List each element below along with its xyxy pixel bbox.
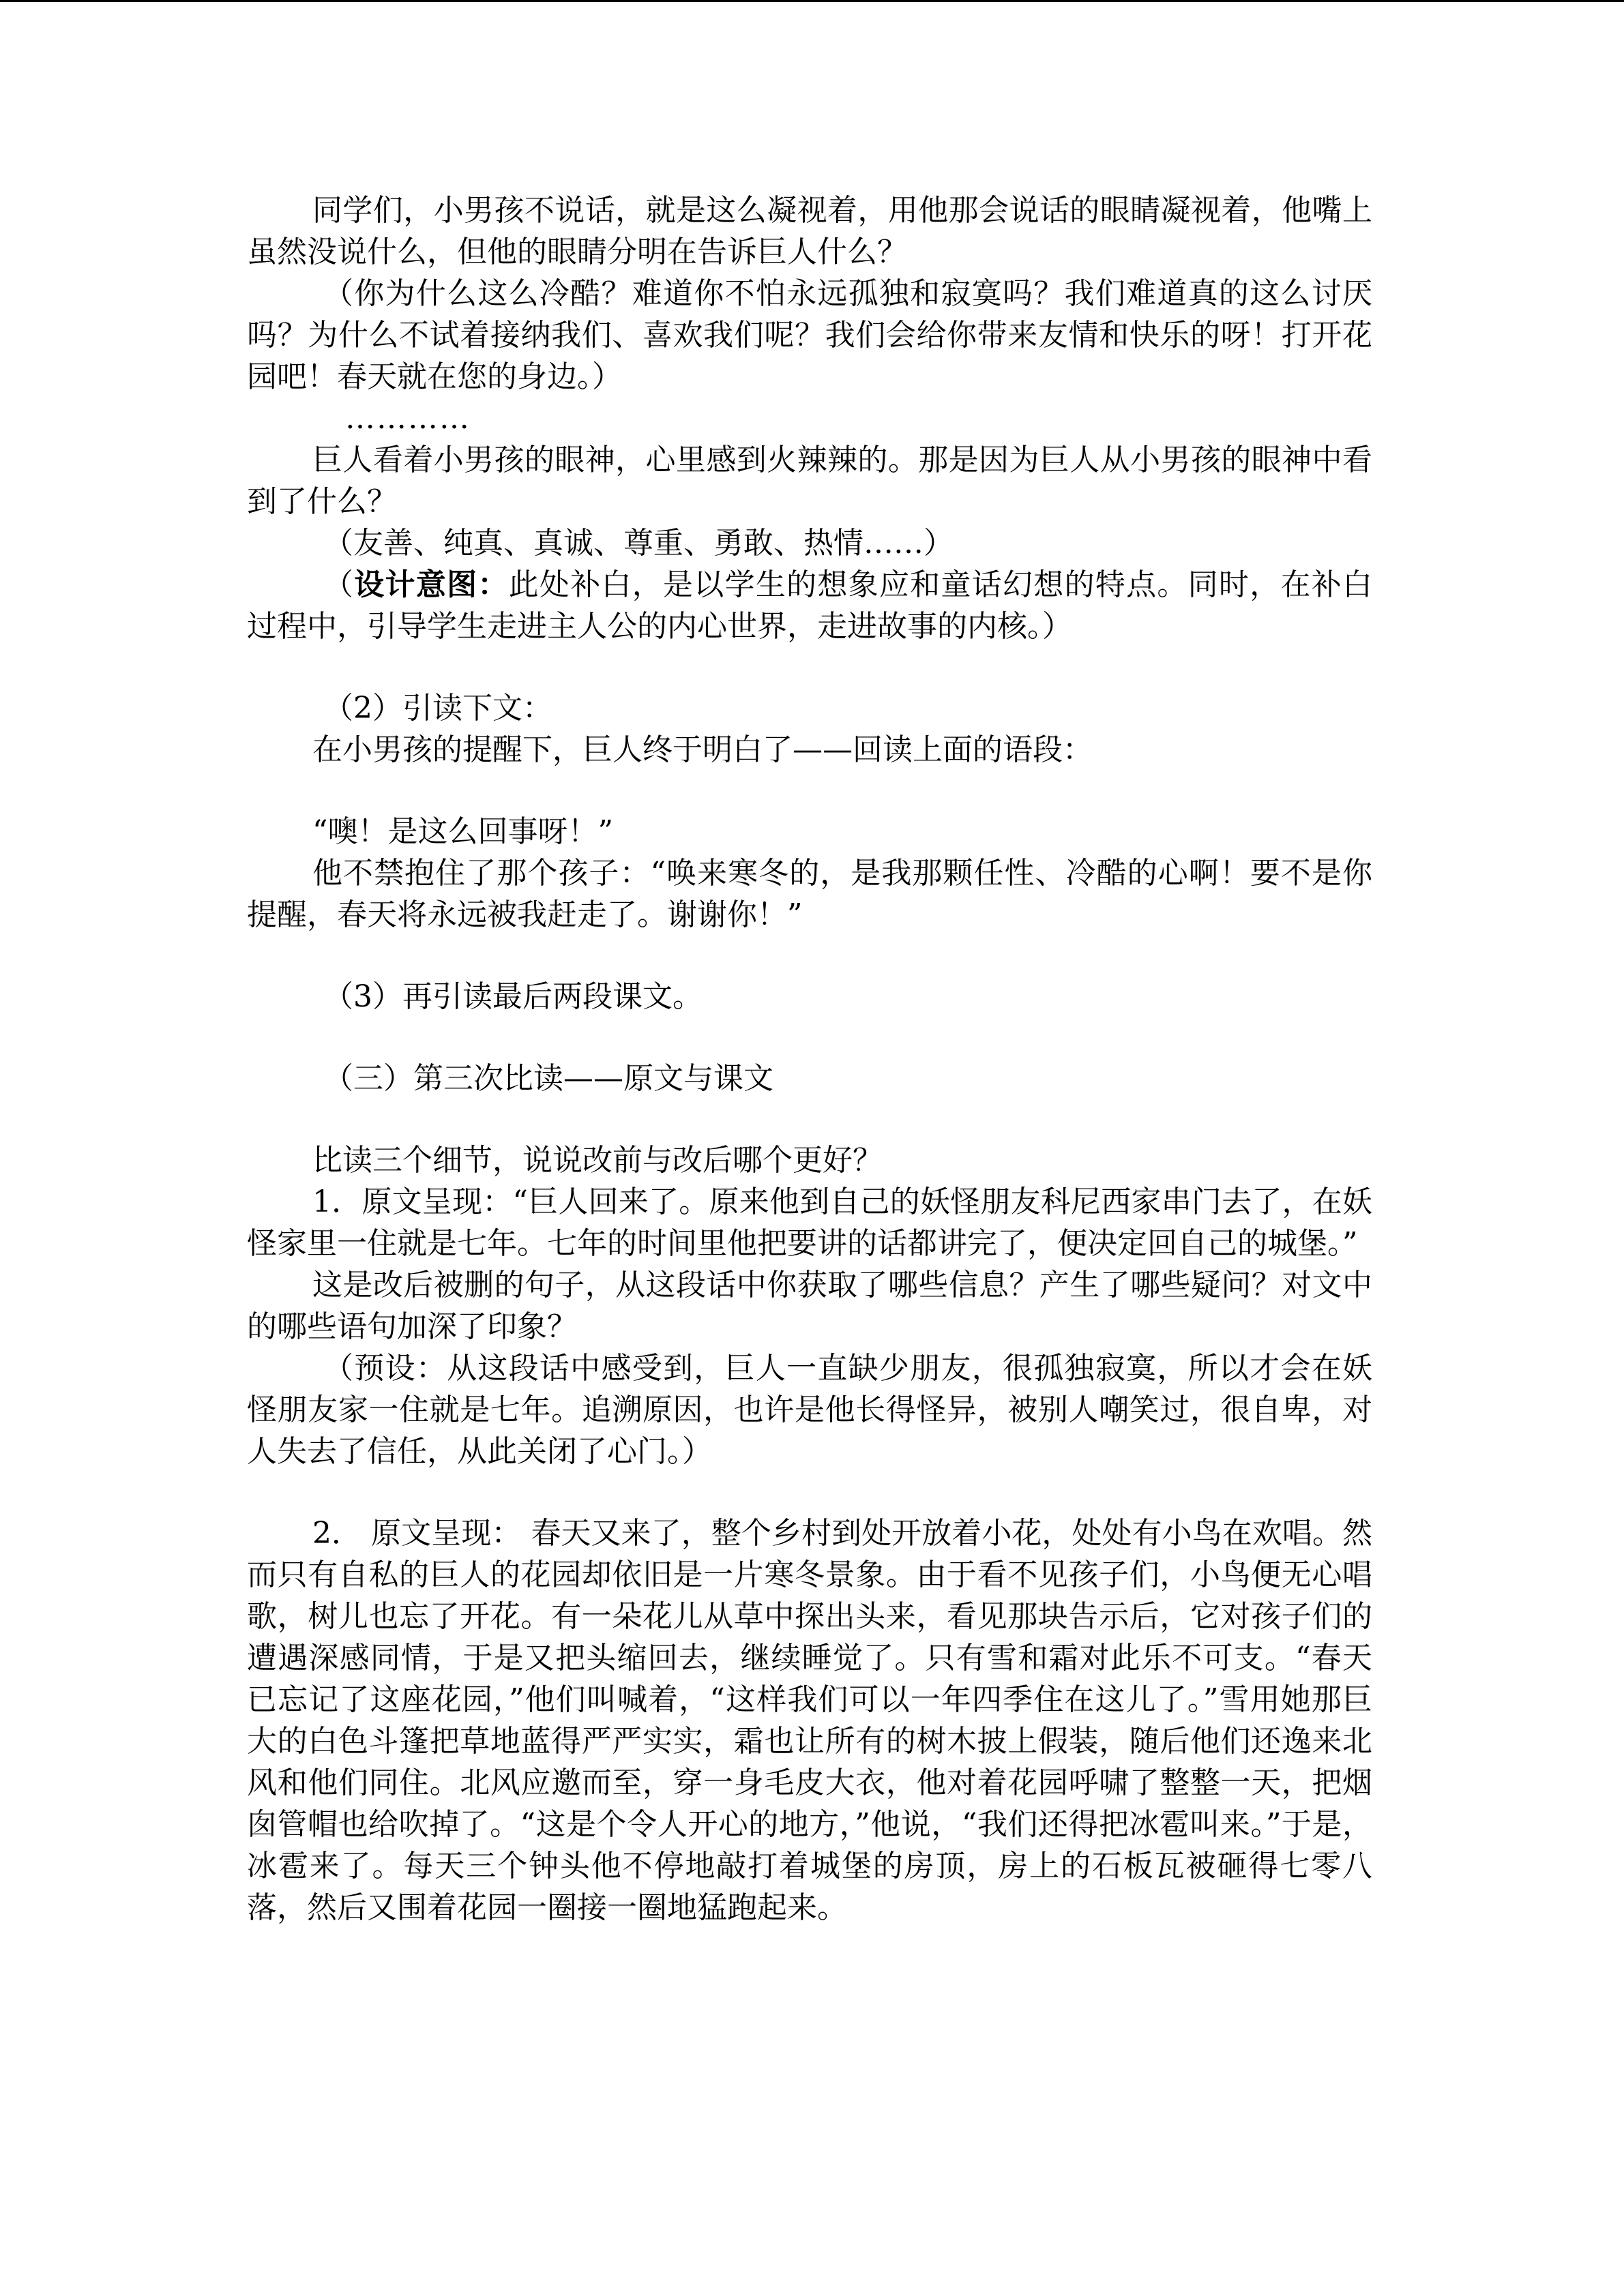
heading-lead-reading: （2）引读下文：	[323, 691, 552, 726]
blank-line	[247, 1472, 1372, 1512]
page-top-border	[0, 0, 1624, 2]
paragraph-qualities: （友善、纯真、真诚、尊重、勇敢、热情……）	[323, 526, 954, 561]
design-intent-label: 设计意图：	[354, 567, 509, 602]
heading-final-reading: （3）再引读最后两段课文。	[323, 979, 703, 1014]
paragraph-boy-inner-voice: （你为什么这么冷酷？难道你不怕永远孤独和寂寞吗？我们难道真的这么讨厌吗？为什么不试着接纳我们、喜欢我们呢？我们会给你带来友情和快乐的呀！打开花园吧！春天就在您的身边。）	[247, 276, 1372, 394]
paragraph-giant-embrace: 他不禁抱住了那个孩子：“唤来寒冬的，是我那颗任性、冷酷的心啊！要不是你提醒，春天将永远被我赶走了。谢谢你！”	[247, 856, 1372, 932]
quote-realization: “噢！是这么回事呀！”	[312, 814, 613, 849]
design-intent-open-paren: （	[323, 567, 355, 602]
paragraph-boy-reminder: 在小男孩的提醒下，巨人终于明白了——回读上面的语段：	[312, 732, 1093, 767]
paragraph-design-intent	[247, 564, 1372, 647]
paragraph-compare-details: 比读三个细节，说说改前与改后哪个更好？	[312, 1143, 883, 1178]
ellipsis-line: …………	[345, 401, 471, 436]
section-heading-third-comparison: （三）第三次比读——原文与课文	[323, 1061, 773, 1096]
paragraph-boy-gaze: 同学们，小男孩不说话，就是这么凝视着，用他那会说话的眼睛凝视着，他嘴上虽然没说什么，但他的眼睛分明在告诉巨人什么？	[247, 193, 1372, 269]
paragraph-original-text-1: 1．原文呈现：“巨人回来了。原来他到自己的妖怪朋友科尼西家串门去了，在妖怪家里一住就是七年。七年的时间里他把要讲的话都讲完了，便决定回自己的城堡。”	[247, 1184, 1372, 1261]
paragraph-giant-feeling: 巨人看着小男孩的眼神，心里感到火辣辣的。那是因为巨人从小男孩的眼神中看到了什么？	[247, 443, 1372, 519]
paragraph-presupposition: （预设：从这段话中感受到，巨人一直缺少朋友，很孤独寂寞，所以才会在妖怪朋友家一住就是七年。追溯原因，也许是他长得怪异，被别人嘲笑过，很自卑，对人失去了信任，从此关闭了心门。）	[247, 1351, 1372, 1469]
blank-line	[247, 1017, 1372, 1058]
blank-line	[247, 647, 1372, 687]
blank-line	[247, 771, 1372, 811]
blank-line	[247, 936, 1372, 976]
paragraph-original-text-2: 2． 原文呈现： 春天又来了，整个乡村到处开放着小花，处处有小鸟在欢唱。然而只有自私的巨人的花园却依旧是一片寒冬景象。由于看不见孩子们，小鸟便无心唱歌，树儿也忘了开花。有一朵花儿从草中探出头来，看见那块告示后，它对孩子们的遭遇深感同情，于是又把头缩回去，继续睡觉了。只有雪和霜对此乐不可支。“春天已忘记了这座花园，”他们叫喊着，“这样我们可以一年四季住在这儿了。”雪用她那巨大的白色斗篷把草地蓝得严严实实，霜也让所有的树木披上假装，随后他们还逸来北风和他们同住。北风应邀而至，穿一身毛皮大衣，他对着花园呼啸了整整一天，把烟囱管帽也给吹掉了。“这是个令人开心的地方，”他说，“我们还得把冰雹叫来。”于是，冰雹来了。每天三个钟头他不停地敲打着城堡的房顶，房上的石板瓦被砸得七零八落，然后又围着花园一圈接一圈地猛跑起来。	[247, 1516, 1372, 1925]
document-page	[247, 190, 1372, 1928]
blank-line	[247, 1099, 1372, 1139]
paragraph-deleted-sentence-question: 这是改后被删的句子，从这段话中你获取了哪些信息？产生了哪些疑问？对文中的哪些语句加深了印象？	[247, 1268, 1372, 1344]
design-intent-text: 此处补白，是以学生的想象应和童话幻想的特点。同时，在补白过程中，引导学生走进主人公的内心世界，走进故事的内核。）	[247, 567, 1373, 644]
